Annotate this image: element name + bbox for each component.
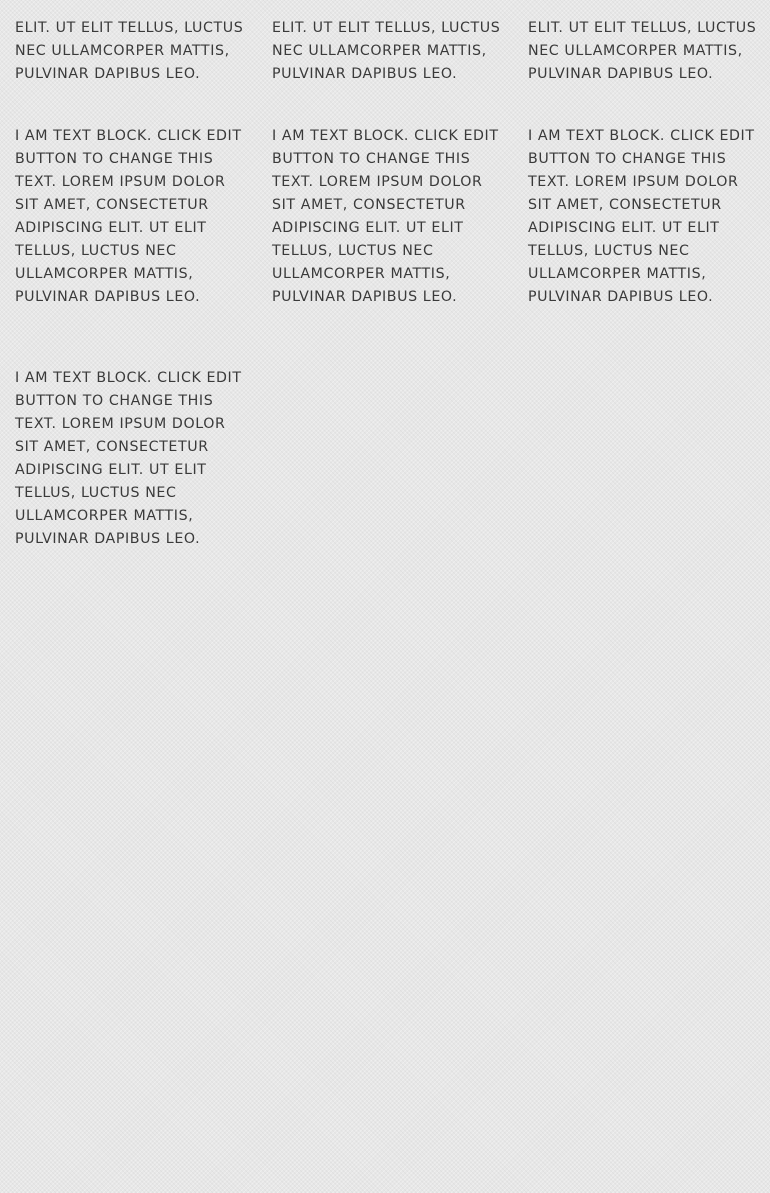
text-block-partial <box>272 0 504 86</box>
text-block-content: ELIT. UT ELIT TELLUS, LUCTUS NEC ULLAMCORPER MATTIS, PULVINAR DAPIBUS LEO. <box>272 20 501 82</box>
text-block-partial <box>528 0 760 86</box>
text-block: I AM TEXT BLOCK. CLICK EDIT BUTTON TO CHANGE THIS TEXT. LOREM IPSUM DOLOR SIT AMET, CONSECTETUR ADIPISCING ELIT. UT ELIT TELLUS, LUCTUS NEC ULLAMCORPER MATTIS, PULVINAR DAPIBUS LEO. <box>15 370 242 547</box>
text-block: I AM TEXT BLOCK. CLICK EDIT BUTTON TO CHANGE THIS TEXT. LOREM IPSUM DOLOR SIT AMET, CONSECTETUR ADIPISCING ELIT. UT ELIT TELLUS, LUCTUS NEC ULLAMCORPER MATTIS, PULVINAR DAPIBUS LEO. <box>15 128 242 305</box>
text-block-content: ELIT. UT ELIT TELLUS, LUCTUS NEC ULLAMCORPER MATTIS, PULVINAR DAPIBUS LEO. <box>528 20 757 82</box>
text-block: I AM TEXT BLOCK. CLICK EDIT BUTTON TO CHANGE THIS TEXT. LOREM IPSUM DOLOR SIT AMET, CONSECTETUR ADIPISCING ELIT. UT ELIT TELLUS, LUCTUS NEC ULLAMCORPER MATTIS, PULVINAR DAPIBUS LEO. <box>272 128 499 305</box>
text-block-partial <box>15 0 247 86</box>
text-block: I AM TEXT BLOCK. CLICK EDIT BUTTON TO CHANGE THIS TEXT. LOREM IPSUM DOLOR SIT AMET, CONSECTETUR ADIPISCING ELIT. UT ELIT TELLUS, LUCTUS NEC ULLAMCORPER MATTIS, PULVINAR DAPIBUS LEO. <box>528 128 755 305</box>
text-block-content: ELIT. UT ELIT TELLUS, LUCTUS NEC ULLAMCORPER MATTIS, PULVINAR DAPIBUS LEO. <box>15 20 244 82</box>
